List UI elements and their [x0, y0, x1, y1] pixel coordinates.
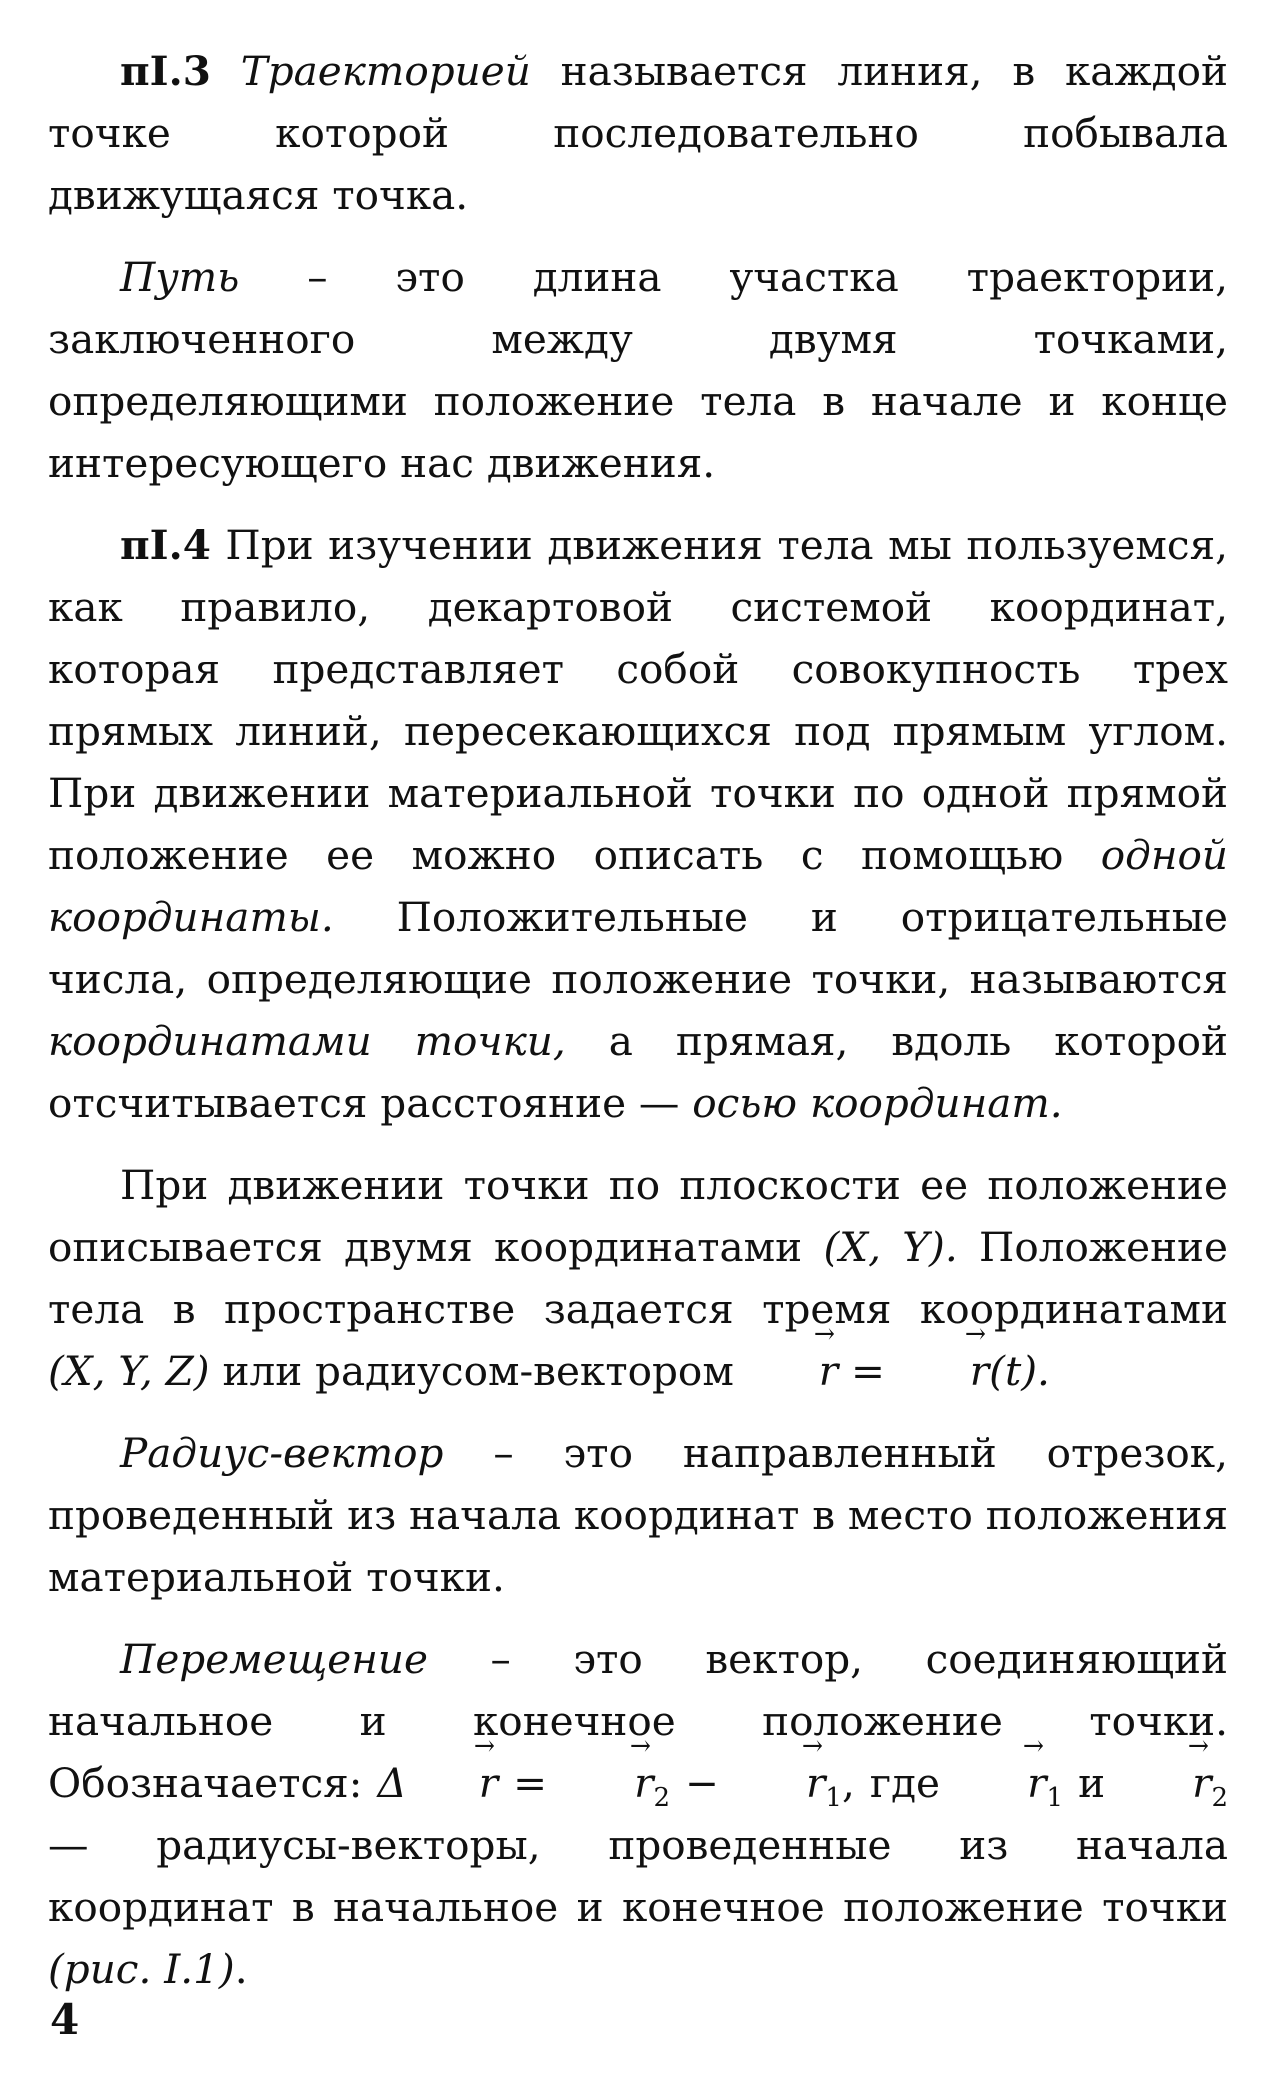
term-radius-vector: Радиус-вектор	[120, 1429, 444, 1477]
vector-r2: → r	[1120, 1752, 1211, 1814]
term-trajectory: Траекторией	[240, 47, 531, 95]
equals-sign: =	[838, 1347, 898, 1395]
coords-xyz: (X, Y, Z)	[48, 1347, 210, 1395]
vector-r: → r	[898, 1340, 989, 1402]
paragraph-radius-vector	[48, 1422, 1228, 1608]
paragraph-text: – это направленный отрезок, проведенный из начала координат в место положения материальной точки.	[48, 1429, 1228, 1601]
page-number: 4	[50, 1995, 80, 2044]
paragraph-displacement	[48, 1628, 1228, 2000]
formula-radius-vector	[747, 1347, 1050, 1395]
subscript-2: 2	[653, 1783, 671, 1814]
paragraph-text: При изучении движения тела мы пользуемся, как правило, декартовой системой координат, которая представляет собой совокупность трех прямых линий, пересекающихся под прямым углом. При движении материальной точки по одной прямой положение ее можно описать с помощью	[48, 521, 1229, 879]
paragraph-plane-space	[48, 1154, 1228, 1402]
paragraph-text: Положение тела в пространстве задается тремя координатами	[48, 1223, 1229, 1333]
term-one-coordinate: одной координаты.	[48, 831, 1228, 941]
term-path: Путь	[120, 253, 240, 301]
term-coordinate-axis: осью координат.	[692, 1079, 1063, 1127]
paragraph-text: – это вектор, соединяющий начальное и конечное положение точки. Обозначается:	[48, 1635, 1228, 1807]
paragraph-coordinates	[48, 514, 1228, 1134]
section-number: пI.4	[120, 521, 211, 569]
period: .	[234, 1945, 248, 1993]
vector-r: → r	[747, 1340, 838, 1402]
paragraph-text: или радиусом-вектором	[222, 1347, 734, 1395]
paragraph-trajectory	[48, 40, 1228, 226]
term-displacement: Перемещение	[120, 1635, 428, 1683]
vector-r1: → r	[955, 1752, 1046, 1814]
coords-xy: (X, Y).	[823, 1223, 958, 1271]
paragraph-text: , где	[841, 1759, 941, 1807]
paragraph-text: а прямая, вдоль которой отсчитывается расстояние —	[48, 1017, 1228, 1127]
minus-sign: −	[670, 1759, 735, 1807]
symbol-r2	[1120, 1759, 1229, 1814]
formula-displacement	[377, 1759, 842, 1814]
paragraph-path	[48, 246, 1228, 494]
subscript-1: 1	[1046, 1783, 1063, 1814]
delta-symbol: Δ	[377, 1759, 407, 1807]
paragraph-text: При движении точки по плоскости ее положение описывается двумя координатами	[48, 1161, 1228, 1271]
page-body	[48, 40, 1228, 2020]
figure-reference: (рис. I.1)	[48, 1945, 235, 1993]
conjunction: и	[1078, 1759, 1106, 1807]
time-argument: (t).	[989, 1347, 1050, 1395]
subscript-2: 2	[1211, 1783, 1229, 1814]
symbol-r1	[955, 1759, 1063, 1814]
paragraph-text: — радиусы-векторы, проведенные из начала координат в начальное и конечное положение точки	[48, 1821, 1228, 1931]
subscript-1: 1	[825, 1783, 842, 1814]
paragraph-text: Положительные и отрицательные числа, определяющие положение точки, называются	[48, 893, 1228, 1003]
vector-r: → r	[407, 1752, 498, 1814]
equals-sign: =	[498, 1759, 563, 1807]
paragraph-text: называется линия, в каждой точке которой последовательно побывала движущаяся точка.	[48, 47, 1228, 219]
paragraph-text: – это длина участка траектории, заключенного между двумя точками, определяющими положение тела в начале и конце интересующего нас движения.	[48, 253, 1228, 487]
term-point-coordinates: координатами точки,	[48, 1017, 566, 1065]
vector-r1: → r	[734, 1752, 825, 1814]
section-number: пI.3	[120, 47, 211, 95]
vector-r2: → r	[562, 1752, 653, 1814]
